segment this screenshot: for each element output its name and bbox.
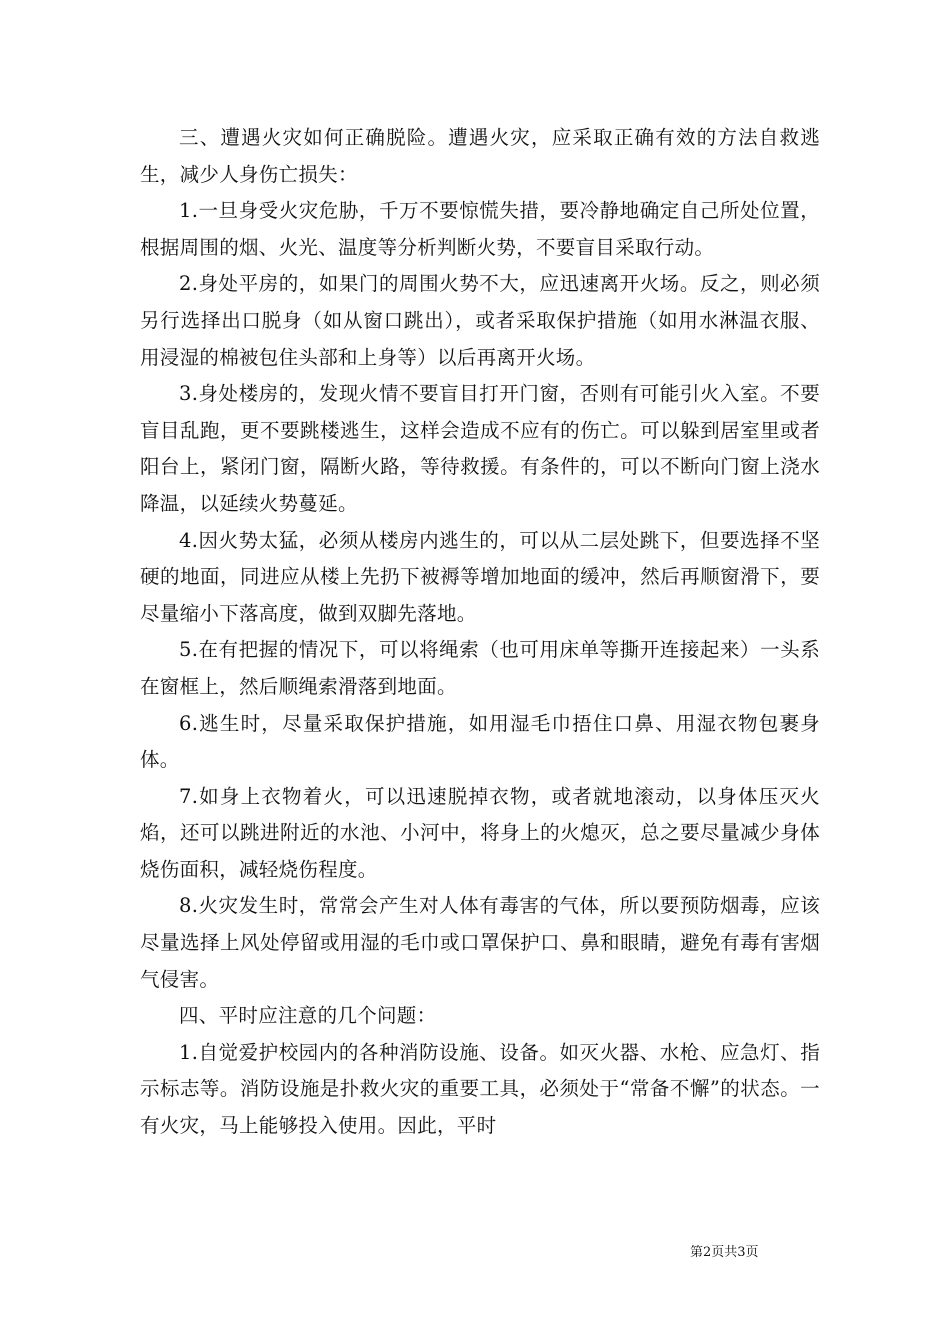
paragraph-item-6: 6.逃生时，尽量采取保护措施，如用湿毛巾捂住口鼻、用湿衣物包裹身体。 xyxy=(140,711,820,772)
paragraph-item-8: 8.火灾发生时，常常会产生对人体有毒害的气体，所以要预防烟毒，应该尽量选择上风处停留或用湿的毛巾或口罩保护口、鼻和眼睛，避免有毒有害烟气侵害。 xyxy=(140,894,820,991)
paragraph-section-three-heading: 三、遭遇火灾如何正确脱险。遭遇火灾，应采取正确有效的方法自救逃生，减少人身伤亡损失： xyxy=(140,126,820,186)
paragraph-item-7: 7.如身上衣物着火，可以迅速脱掉衣物，或者就地滚动，以身体压灭火焰，还可以跳进附近的水池、小河中，将身上的火熄灭，总之要尽量减少身体烧伤面积，减轻烧伤程度。 xyxy=(140,784,820,881)
document-body xyxy=(140,120,820,1145)
paragraph-item-1: 1.一旦身受火灾危胁，千万不要惊慌失措，要冷静地确定自己所处位置，根据周围的烟、火光、温度等分析判断火势，不要盲目采取行动。 xyxy=(140,199,820,259)
paragraph-item-3: 3.身处楼房的，发现火情不要盲目打开门窗，否则有可能引火入室。不要盲目乱跑，更不要跳楼逃生，这样会造成不应有的伤亡。可以躲到居室里或者阳台上，紧闭门窗，隔断火路，等待救援。有条件的，可以不断向门窗上浇水降温，以延续火势蔓延。 xyxy=(140,382,820,515)
paragraph-item-5: 5.在有把握的情况下，可以将绳索（也可用床单等撕开连接起来）一头系在窗框上，然后顺绳索滑落到地面。 xyxy=(140,638,820,698)
paragraph-section-four-item-1: 1.自觉爱护校园内的各种消防设施、设备。如灭火器、水枪、应急灯、指示标志等。消防设施是扑救火灾的重要工具，必须处于“常备不懈”的状态。一有火灾，马上能够投入使用。因此，平时 xyxy=(140,1040,820,1138)
paragraph-item-4: 4.因火势太猛，必须从楼房内逃生的，可以从二层处跳下，但要选择不坚硬的地面，同进应从楼上先扔下被褥等增加地面的缓冲，然后再顺窗滑下，要尽量缩小下落高度，做到双脚先落地。 xyxy=(140,528,820,625)
page-number-footer: 第2页共3页 xyxy=(690,1245,759,1260)
paragraph-item-2: 2.身处平房的，如果门的周围火势不大，应迅速离开火场。反之，则必须另行选择出口脱身（如从窗口跳出），或者采取保护措施（如用水淋温衣服、用浸湿的棉被包住头部和上身等）以后再离开火场。 xyxy=(140,272,820,369)
paragraph-section-four-heading: 四、平时应注意的几个问题： xyxy=(179,1004,437,1028)
